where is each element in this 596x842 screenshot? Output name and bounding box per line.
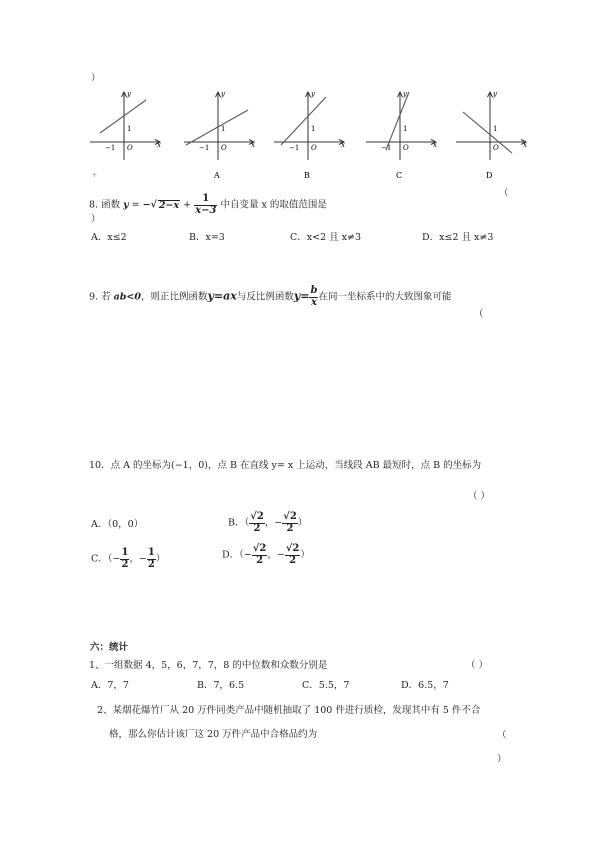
q7-tick1-2: 1: [311, 125, 316, 133]
q10-optd-mid: ，−: [267, 549, 285, 561]
q7-x-label-3: x: [433, 141, 437, 149]
q8-y: y: [123, 199, 129, 211]
q7-tick1-3: 1: [403, 125, 408, 133]
q7-line-0: [100, 100, 146, 133]
q9-mid1: ，则正比例函数: [141, 291, 208, 303]
q10-optb-mid: ，−: [264, 517, 283, 529]
q7-y-label-0: y: [127, 90, 131, 98]
q8-option-a: A．x≤2: [91, 232, 127, 243]
q7-tick-minus1-0: −1: [105, 144, 116, 152]
q10-optc-suffix: ）: [155, 553, 166, 565]
q7-option-label-4: D: [486, 171, 493, 180]
q10-optb-frac1: $\frac{√2}{2}$: [250, 511, 264, 534]
q8-eq: =: [128, 199, 143, 211]
q10-optc-num1: 1: [121, 547, 129, 558]
q9-f2-lhs: y=: [293, 289, 310, 303]
q9-stem: [89, 286, 451, 308]
q10-optd-num2: 2: [292, 543, 300, 554]
q7-y-label-1: y: [221, 90, 225, 98]
q9-prefix: 9. 若: [89, 291, 111, 303]
q10-paren: （ ）: [468, 491, 491, 502]
section6-heading: 六：统计: [90, 642, 129, 653]
q10-optd-den1: 2: [256, 554, 264, 566]
q10-optc-prefix: C．（−: [91, 553, 121, 565]
q10-option-d: [222, 544, 310, 566]
q8-root: 2−x: [158, 199, 180, 211]
q8-den: x−3: [195, 204, 217, 216]
q10-optb-prefix: B．（: [228, 517, 250, 529]
q7-tick-minus1-2: −1: [289, 144, 300, 152]
q9-f2-num: b: [310, 285, 318, 296]
q8-prefix: 8. 函数: [89, 199, 121, 211]
s6-q1-option-b: B．7，6.5: [197, 680, 245, 691]
q8-plus: +: [180, 199, 195, 211]
q9-paren-open: （: [474, 309, 484, 320]
q10-optb-num1: 2: [256, 511, 264, 522]
q7-x-label-2: x: [341, 141, 345, 149]
q7-x-label-4: x: [523, 141, 527, 149]
q7-origin-4: O: [493, 144, 499, 152]
q7-tick1-0: 1: [127, 125, 132, 133]
q8-suffix: 中自变量 x 的取值范围是: [217, 199, 327, 211]
q7-option-label-3: C: [396, 171, 403, 180]
q10-optc-mid: ，−: [129, 553, 147, 565]
q9-mid2: 与反比例函数: [236, 291, 294, 303]
q10-optd-prefix: D．（−: [222, 549, 252, 561]
s6-q1-paren: （ ）: [466, 660, 489, 671]
s6-q1-option-c: C．5.5，7: [302, 680, 350, 691]
q7-y-label-2: y: [311, 90, 315, 98]
q10-option-c: [91, 548, 165, 570]
q10-optc-frac2: [147, 548, 156, 570]
q8-paren-open: （: [499, 188, 509, 199]
q7-tick1-4: 1: [493, 125, 498, 133]
q7-stray-mark: +: [92, 172, 98, 179]
q7-option-label-2: B: [304, 171, 310, 180]
q7-y-label-3: y: [403, 90, 407, 98]
q7-tick-minus1-1: −1: [199, 144, 210, 152]
q10-optd-num1: 2: [259, 543, 267, 554]
stray-close-paren: ）: [91, 73, 101, 84]
s6-q2-paren-close: ）: [497, 754, 507, 765]
q7-y-label-4: y: [493, 90, 497, 98]
q7-tick1-1: 1: [221, 125, 226, 133]
q10-option-a: A．（0，0）: [91, 519, 144, 530]
q7-line-4: [463, 112, 512, 153]
q8-num: 1: [194, 194, 217, 206]
q9-cond: ab<0: [113, 291, 141, 303]
q7-origin-0: O: [127, 144, 133, 152]
q10-optb-num2: 2: [289, 511, 297, 522]
q8-stem: 8. 函数 y = −√ 2−x + $\frac{1}{x-3}$ 中自变量 x 的取值范围是: [89, 193, 327, 216]
s6-q2-line2: 格，那么你估计该厂这 20 万件产品中合格品约为: [109, 729, 318, 740]
q9-suffix: 在同一坐标系中的大致图象可能: [318, 291, 452, 303]
q7-origin-1: O: [221, 144, 227, 152]
q10-optc-num2: 1: [147, 547, 155, 558]
q10-optc-den2: 2: [147, 558, 155, 570]
q7-line-3: [386, 92, 409, 150]
q8-fraction: [194, 194, 217, 216]
q10-optb-suffix: ）: [297, 517, 308, 529]
q7-tick-minus1-3: −1: [381, 144, 392, 152]
q8-option-b: B．x=3: [189, 232, 225, 243]
q7-x-label-0: x: [157, 141, 161, 149]
s6-q2-line1: 2、某烟花爆竹厂从 20 万件同类产品中随机抽取了 100 件进行质检，发现其中有 5 件不合: [97, 705, 481, 716]
q10-optb-den2: 2: [286, 522, 294, 534]
q7-line-1: [186, 110, 248, 145]
q9-graphs: [0, 340, 596, 430]
s6-q1-option-a: A．7，7: [91, 680, 129, 691]
s6-q1-option-d: D．6.5，7: [401, 680, 449, 691]
s6-q2-paren-open: （: [497, 730, 507, 741]
q7-origin-2: O: [311, 144, 317, 152]
s6-q1-stem: 1、一组数据 4，5，6，7，7，8 的中位数和众数分别是: [89, 660, 328, 671]
q9-f2-den: x: [310, 296, 317, 308]
q7-x-label-1: x: [251, 141, 255, 149]
q10-optd-suffix: ）: [300, 549, 310, 561]
q10-optd-den2: 2: [289, 554, 297, 566]
q10-optb-den1: 2: [253, 522, 261, 534]
q10-optc-den1: 2: [121, 558, 129, 570]
q7-origin-3: O: [403, 144, 409, 152]
q10-optb-frac2: $\frac{√2}{2}$: [283, 511, 297, 534]
q10-optd-frac2: $\frac{√2}{2}$: [285, 543, 300, 566]
q10-stem: 10．点 A 的坐标为(−1，0)，点 B 在直线 y= x 上运动，当线段 AB 最短时，点 B 的坐标为: [89, 460, 482, 471]
q7-option-label-1: A: [214, 171, 220, 180]
q7-line-2: [281, 97, 326, 145]
q8-option-c: C．x<2 且 x≠3: [290, 232, 362, 243]
q8-option-d: D．x≤2 且 x≠3: [422, 232, 494, 243]
q9-f1: y=ax: [207, 289, 237, 303]
q10-option-b: [228, 512, 307, 534]
q8-paren-close: ）: [91, 214, 101, 225]
q10-optd-frac1: $\frac{√2}{2}$: [252, 543, 267, 566]
